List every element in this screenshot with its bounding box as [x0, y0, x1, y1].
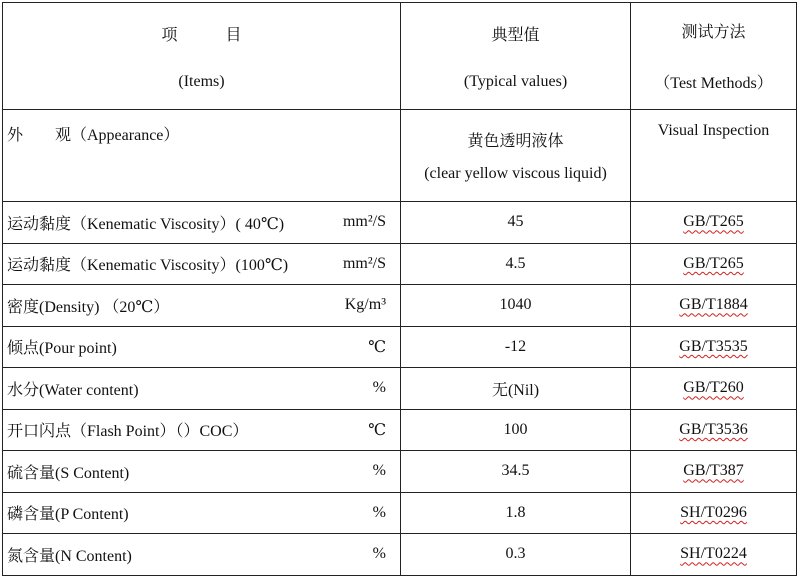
item-name: 氮含量(N Content): [7, 547, 132, 565]
value-cell: 34.5: [401, 451, 631, 493]
appearance-item: 外 观（Appearance）: [3, 110, 401, 202]
value-cell: 4.5: [401, 243, 631, 285]
item-name: 硫含量(S Content): [7, 464, 130, 482]
table-row: [3, 409, 797, 451]
item-unit: %: [372, 503, 386, 521]
item-unit: Kg/m³: [344, 296, 386, 314]
item-name: 运动黏度（Kenematic Viscosity）( 40℃): [7, 215, 285, 233]
table-row: [3, 285, 797, 327]
method-cell: [631, 202, 797, 244]
appearance-value: [401, 110, 631, 202]
item-unit: %: [372, 462, 386, 480]
method-code: SH/T0224: [680, 545, 747, 563]
value-cell: 0.3: [401, 534, 631, 576]
value-cell: -12: [401, 326, 631, 368]
header-methods-zh: 测试方法: [681, 24, 746, 41]
method-code: GB/T3535: [679, 337, 748, 355]
table-row: [3, 492, 797, 534]
item-name: 密度(Density) （20℃）: [7, 298, 170, 316]
item-cell: [3, 326, 401, 368]
method-cell: [631, 534, 797, 576]
item-name: 磷含量(P Content): [7, 506, 129, 524]
table-row: [3, 326, 797, 368]
header-items-en: (Items): [178, 72, 225, 90]
table-row: [3, 534, 797, 576]
appearance-value-zh: 黄色透明液体: [467, 133, 564, 150]
header-methods: [631, 3, 797, 110]
value-cell: 1.8: [401, 492, 631, 534]
item-unit: mm²/S: [342, 254, 386, 272]
item-cell: [3, 409, 401, 451]
method-cell: [631, 368, 797, 410]
header-methods-en: （Test Methods）: [654, 75, 773, 92]
header-items: [3, 3, 401, 110]
method-code: SH/T0296: [680, 503, 747, 521]
item-unit: mm²/S: [342, 213, 386, 231]
method-cell: [631, 285, 797, 327]
appearance-row: [3, 110, 797, 202]
header-values-zh: 典型值: [491, 26, 540, 44]
appearance-method: Visual Inspection: [631, 110, 797, 202]
table-row: [3, 202, 797, 244]
item-unit: ℃: [368, 338, 386, 356]
header-values-en: (Typical values): [463, 72, 568, 90]
item-cell: [3, 243, 401, 285]
item-unit: %: [372, 545, 386, 563]
method-cell: [631, 451, 797, 493]
value-cell: 100: [401, 409, 631, 451]
header-items-zh: 项 目: [161, 26, 242, 44]
item-cell: [3, 534, 401, 576]
item-name: 开口闪点（Flash Point）（）COC）: [7, 423, 249, 441]
method-code: GB/T3536: [679, 420, 748, 438]
table-row: [3, 243, 797, 285]
spec-table: [2, 2, 797, 576]
method-code: GB/T1884: [679, 296, 748, 314]
item-unit: ℃: [368, 421, 386, 439]
value-cell: 45: [401, 202, 631, 244]
method-cell: [631, 409, 797, 451]
item-cell: [3, 285, 401, 327]
table-row: [3, 368, 797, 410]
item-cell: [3, 368, 401, 410]
method-code: GB/T265: [683, 213, 744, 231]
header-values: [401, 3, 631, 110]
item-cell: [3, 202, 401, 244]
value-cell: 1040: [401, 285, 631, 327]
appearance-value-en: (clear yellow viscous liquid): [424, 165, 607, 182]
header-row: [3, 3, 797, 110]
item-cell: [3, 492, 401, 534]
item-unit: %: [372, 379, 386, 397]
item-name: 倾点(Pour point): [7, 340, 117, 358]
method-cell: [631, 243, 797, 285]
method-code: GB/T265: [683, 254, 744, 272]
method-cell: [631, 492, 797, 534]
method-cell: [631, 326, 797, 368]
item-name: 运动黏度（Kenematic Viscosity）(100℃): [7, 257, 289, 275]
method-code: GB/T387: [683, 462, 744, 480]
value-cell: 无(Nil): [401, 368, 631, 410]
item-cell: [3, 451, 401, 493]
method-code: GB/T260: [683, 379, 744, 397]
table-row: [3, 451, 797, 493]
item-name: 水分(Water content): [7, 381, 139, 399]
